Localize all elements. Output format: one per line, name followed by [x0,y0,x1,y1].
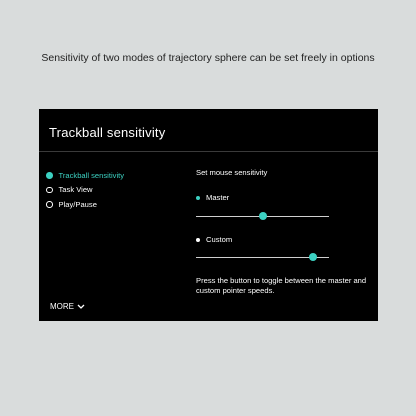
custom-option[interactable] [196,235,232,244]
nav-item-task-view[interactable] [46,183,124,198]
master-option[interactable] [196,193,229,202]
custom-slider[interactable] [196,252,329,262]
radio-empty-icon [46,201,53,208]
panel-title: Trackball sensitivity [49,125,166,140]
radio-empty-icon [196,238,200,242]
nav-item-trackball-sensitivity[interactable] [46,168,124,183]
chevron-down-icon [77,304,85,309]
caption-text: Sensitivity of two modes of trajectory sphere can be set freely in options [41,52,375,64]
more-label: MORE [50,302,74,311]
nav-item-label: Task View [58,185,93,195]
help-note: Press the button to toggle between the master and custom pointer speeds. [196,276,367,295]
more-button[interactable] [50,302,85,311]
section-heading: Set mouse sensitivity [196,168,268,177]
sensitivity-settings [196,168,371,295]
radio-selected-icon [46,172,53,179]
radio-selected-icon [196,196,200,200]
radio-empty-icon [46,187,53,194]
title-divider [39,151,378,152]
slider-thumb[interactable] [259,212,267,220]
nav-list [46,168,124,212]
settings-panel [39,109,378,321]
nav-item-label: Trackball sensitivity [58,170,125,180]
slider-thumb[interactable] [309,253,317,261]
custom-label: Custom [206,235,233,244]
master-label: Master [206,193,230,202]
master-slider[interactable] [196,211,329,221]
nav-item-label: Play/Pause [58,199,97,209]
nav-item-play-pause[interactable] [46,197,124,212]
